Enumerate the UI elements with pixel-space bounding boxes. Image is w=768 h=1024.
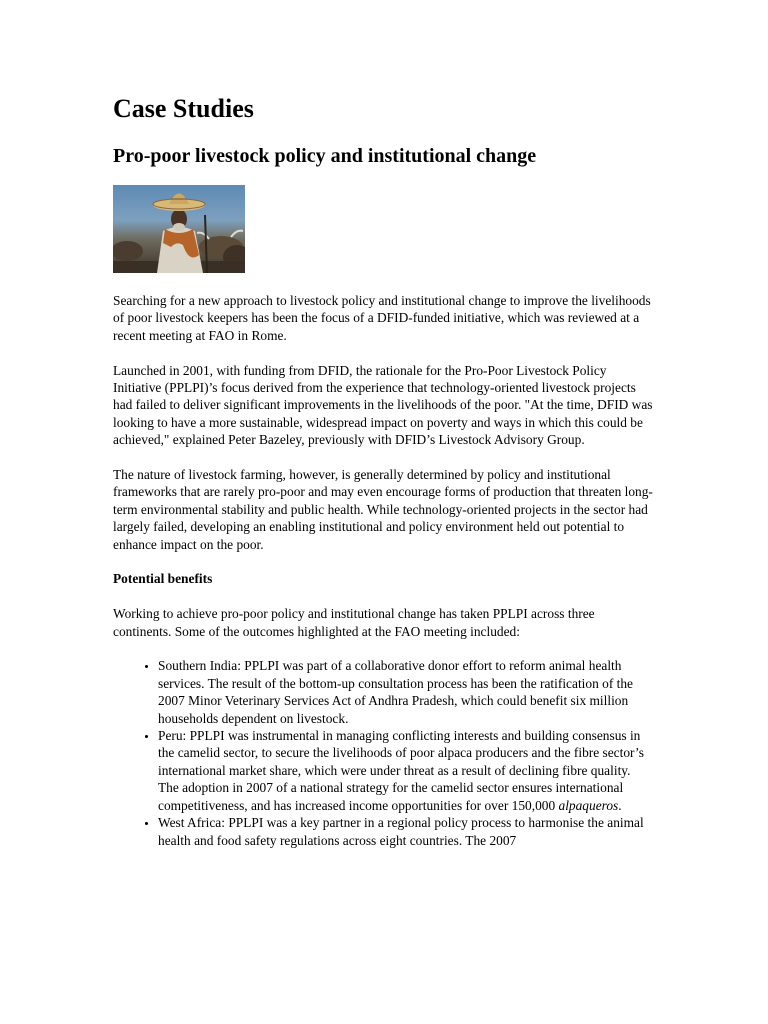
herder-photo xyxy=(113,185,245,273)
list-item xyxy=(158,814,653,849)
list-item-tail: . xyxy=(618,797,622,813)
page-subtitle: Pro-poor livestock policy and institutional change xyxy=(113,145,537,167)
list-item-text: Peru: PPLPI was instrumental in managing conflicting interests and building consensus in the camelid sector, to secure the livelihoods of poor alpaca producers and the fibre sector’s international market share, which were under threat as a result of declining fibre quality. The adoption in 2007 of a national strategy for the camelid sector ensures international competitiveness, and has increased income opportunities for over 150,000 xyxy=(158,728,644,813)
intro-paragraph: Searching for a new approach to livestock policy and institutional change to improve the livelihoods of poor livestock keepers has been the focus of a DFID-funded initiative, which was reviewed at a recent meeting at FAO in Rome. xyxy=(113,293,651,343)
background-paragraph: Launched in 2001, with funding from DFID, the rationale for the Pro-Poor Livestock Policy Initiative (PPLPI)’s focus derived from the experience that technology-oriented livestock projects had failed to deliver significant improvements in the livelihoods of the poor. "At the time, DFID was looking to have a more sustainable, widespread impact on poverty and ways in which this could be achieved," explained Peter Bazeley, previously with DFID’s Livestock Advisory Group. xyxy=(113,362,653,448)
outcomes-list xyxy=(113,657,653,848)
page-title: Case Studies xyxy=(113,94,254,123)
list-item-text: Southern India: PPLPI was part of a collaborative donor effort to reform animal health services. The result of the bottom-up consultation process has been the ratification of the 2007 Minor Veterinary Services Act of Andhra Pradesh, which could benefit six million households dependent on livestock. xyxy=(158,658,633,726)
list-item-italic: alpaqueros xyxy=(558,797,619,813)
list-item-text: West Africa: PPLPI was a key partner in a regional policy process to harmonise the animal health and food safety regulations across eight countries. The 2007 xyxy=(158,815,644,848)
section-intro: Working to achieve pro-poor policy and institutional change has taken PPLPI across three continents. Some of the outcomes highlighted at the FAO meeting included: xyxy=(113,606,595,639)
context-paragraph: The nature of livestock farming, however, is generally determined by policy and institutional frameworks that are rarely pro-poor and may even encourage forms of production that threaten long-term environmental stability and public health. While technology-oriented projects in the sector had largely failed, developing an enabling institutional and policy environment held out potential to enhance impact on the poor. xyxy=(113,467,653,552)
section-heading: Potential benefits xyxy=(113,571,213,587)
herder-photo-illustration xyxy=(113,185,245,273)
list-item xyxy=(158,727,653,814)
document-content xyxy=(113,92,653,849)
list-item xyxy=(158,657,653,727)
